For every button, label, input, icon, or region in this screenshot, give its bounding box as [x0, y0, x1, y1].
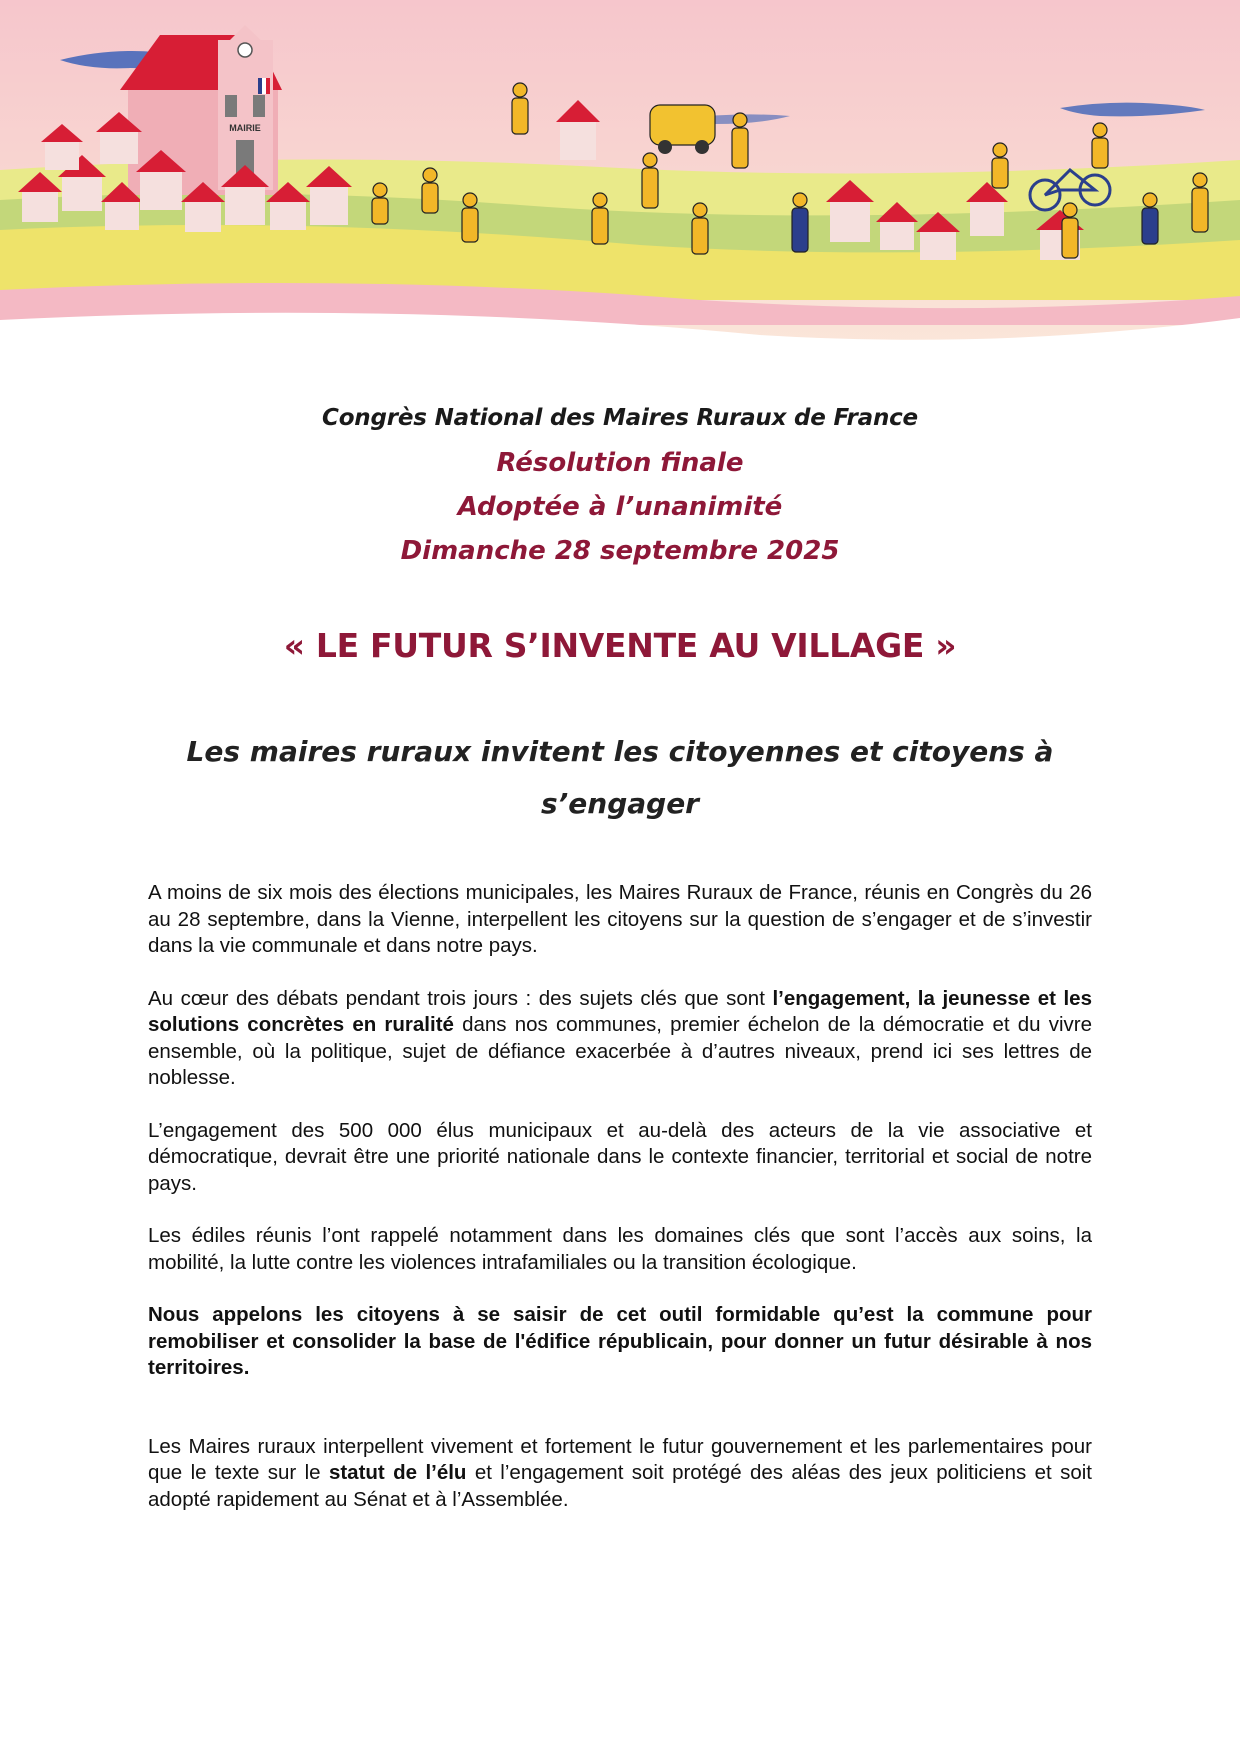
subtitle-line-1: Les maires ruraux invitent les citoyennes et citoyens à	[186, 735, 1054, 768]
mairie-sign: MAIRIE	[229, 123, 261, 133]
paragraph-2-part-c: dans nos communes, premier échelon de la démocratie et du vivre ensemble, où la politique, sujet de défiance exacerbée à d’autres niveaux, prend ici ses lettres de noblesse.	[148, 1013, 1092, 1089]
paragraph-6	[148, 1434, 1092, 1514]
paragraph-6-part-a: Les Maires ruraux interpellent vivement et fortement le futur gouvernement et les parlementaires pour que le texte sur le	[148, 1434, 1092, 1484]
adoption-status: Adoptée à l’unanimité	[457, 492, 783, 522]
paragraph-6-bold: statut de l’élu	[328, 1461, 467, 1484]
paragraph-2-bold: l’engagement, la jeunesse et les solutions concrètes en ruralité	[148, 986, 1092, 1036]
village-illustration-banner	[0, 0, 1240, 355]
subtitle	[0, 726, 1240, 830]
paragraph-5-call-to-action: Nous appelons les citoyens à se saisir de cet outil formidable qu’est la commune pour remobiliser et consolider la base de l'édifice républicain, pour donner un futur désirable à nos territoires.	[148, 1303, 1092, 1379]
main-quote-title: « LE FUTUR S’INVENTE AU VILLAGE »	[283, 626, 957, 665]
resolution-date: Dimanche 28 septembre 2025	[400, 536, 840, 566]
paragraph-4: Les édiles réunis l’ont rappelé notamment dans les domaines clés que sont l’accès aux soins, la mobilité, la lutte contre les violences intrafamiliales ou la transition écologique.	[148, 1224, 1092, 1274]
congress-title: Congrès National des Maires Ruraux de France	[322, 405, 918, 431]
body-text	[148, 880, 1092, 1539]
paragraph-2-part-a: Au cœur des débats pendant trois jours : des sujets clés que sont	[148, 986, 773, 1010]
paragraph-6-part-c: et l’engagement soit protégé des aléas des jeux politiciens et soit adopté rapidement au Sénat et à l’Assemblée.	[148, 1461, 1092, 1511]
resolution-title: Résolution finale	[496, 448, 744, 478]
paragraph-3: L’engagement des 500 000 élus municipaux et au-delà des acteurs de la vie associative et démocratique, devrait être une priorité nationale dans le contexte financier, territorial et social de notre pays.	[148, 1118, 1092, 1195]
resolution-block	[0, 441, 1240, 573]
paragraph-1: A moins de six mois des élections municipales, les Maires Ruraux de France, réunis en Congrès du 26 au 28 septembre, dans la Vienne, interpellent les citoyens sur la question de s’engager et de s’investir dans la vie communale et dans notre pays.	[148, 881, 1092, 957]
subtitle-line-2: s’engager	[540, 787, 699, 820]
paragraph-2	[148, 986, 1092, 1092]
